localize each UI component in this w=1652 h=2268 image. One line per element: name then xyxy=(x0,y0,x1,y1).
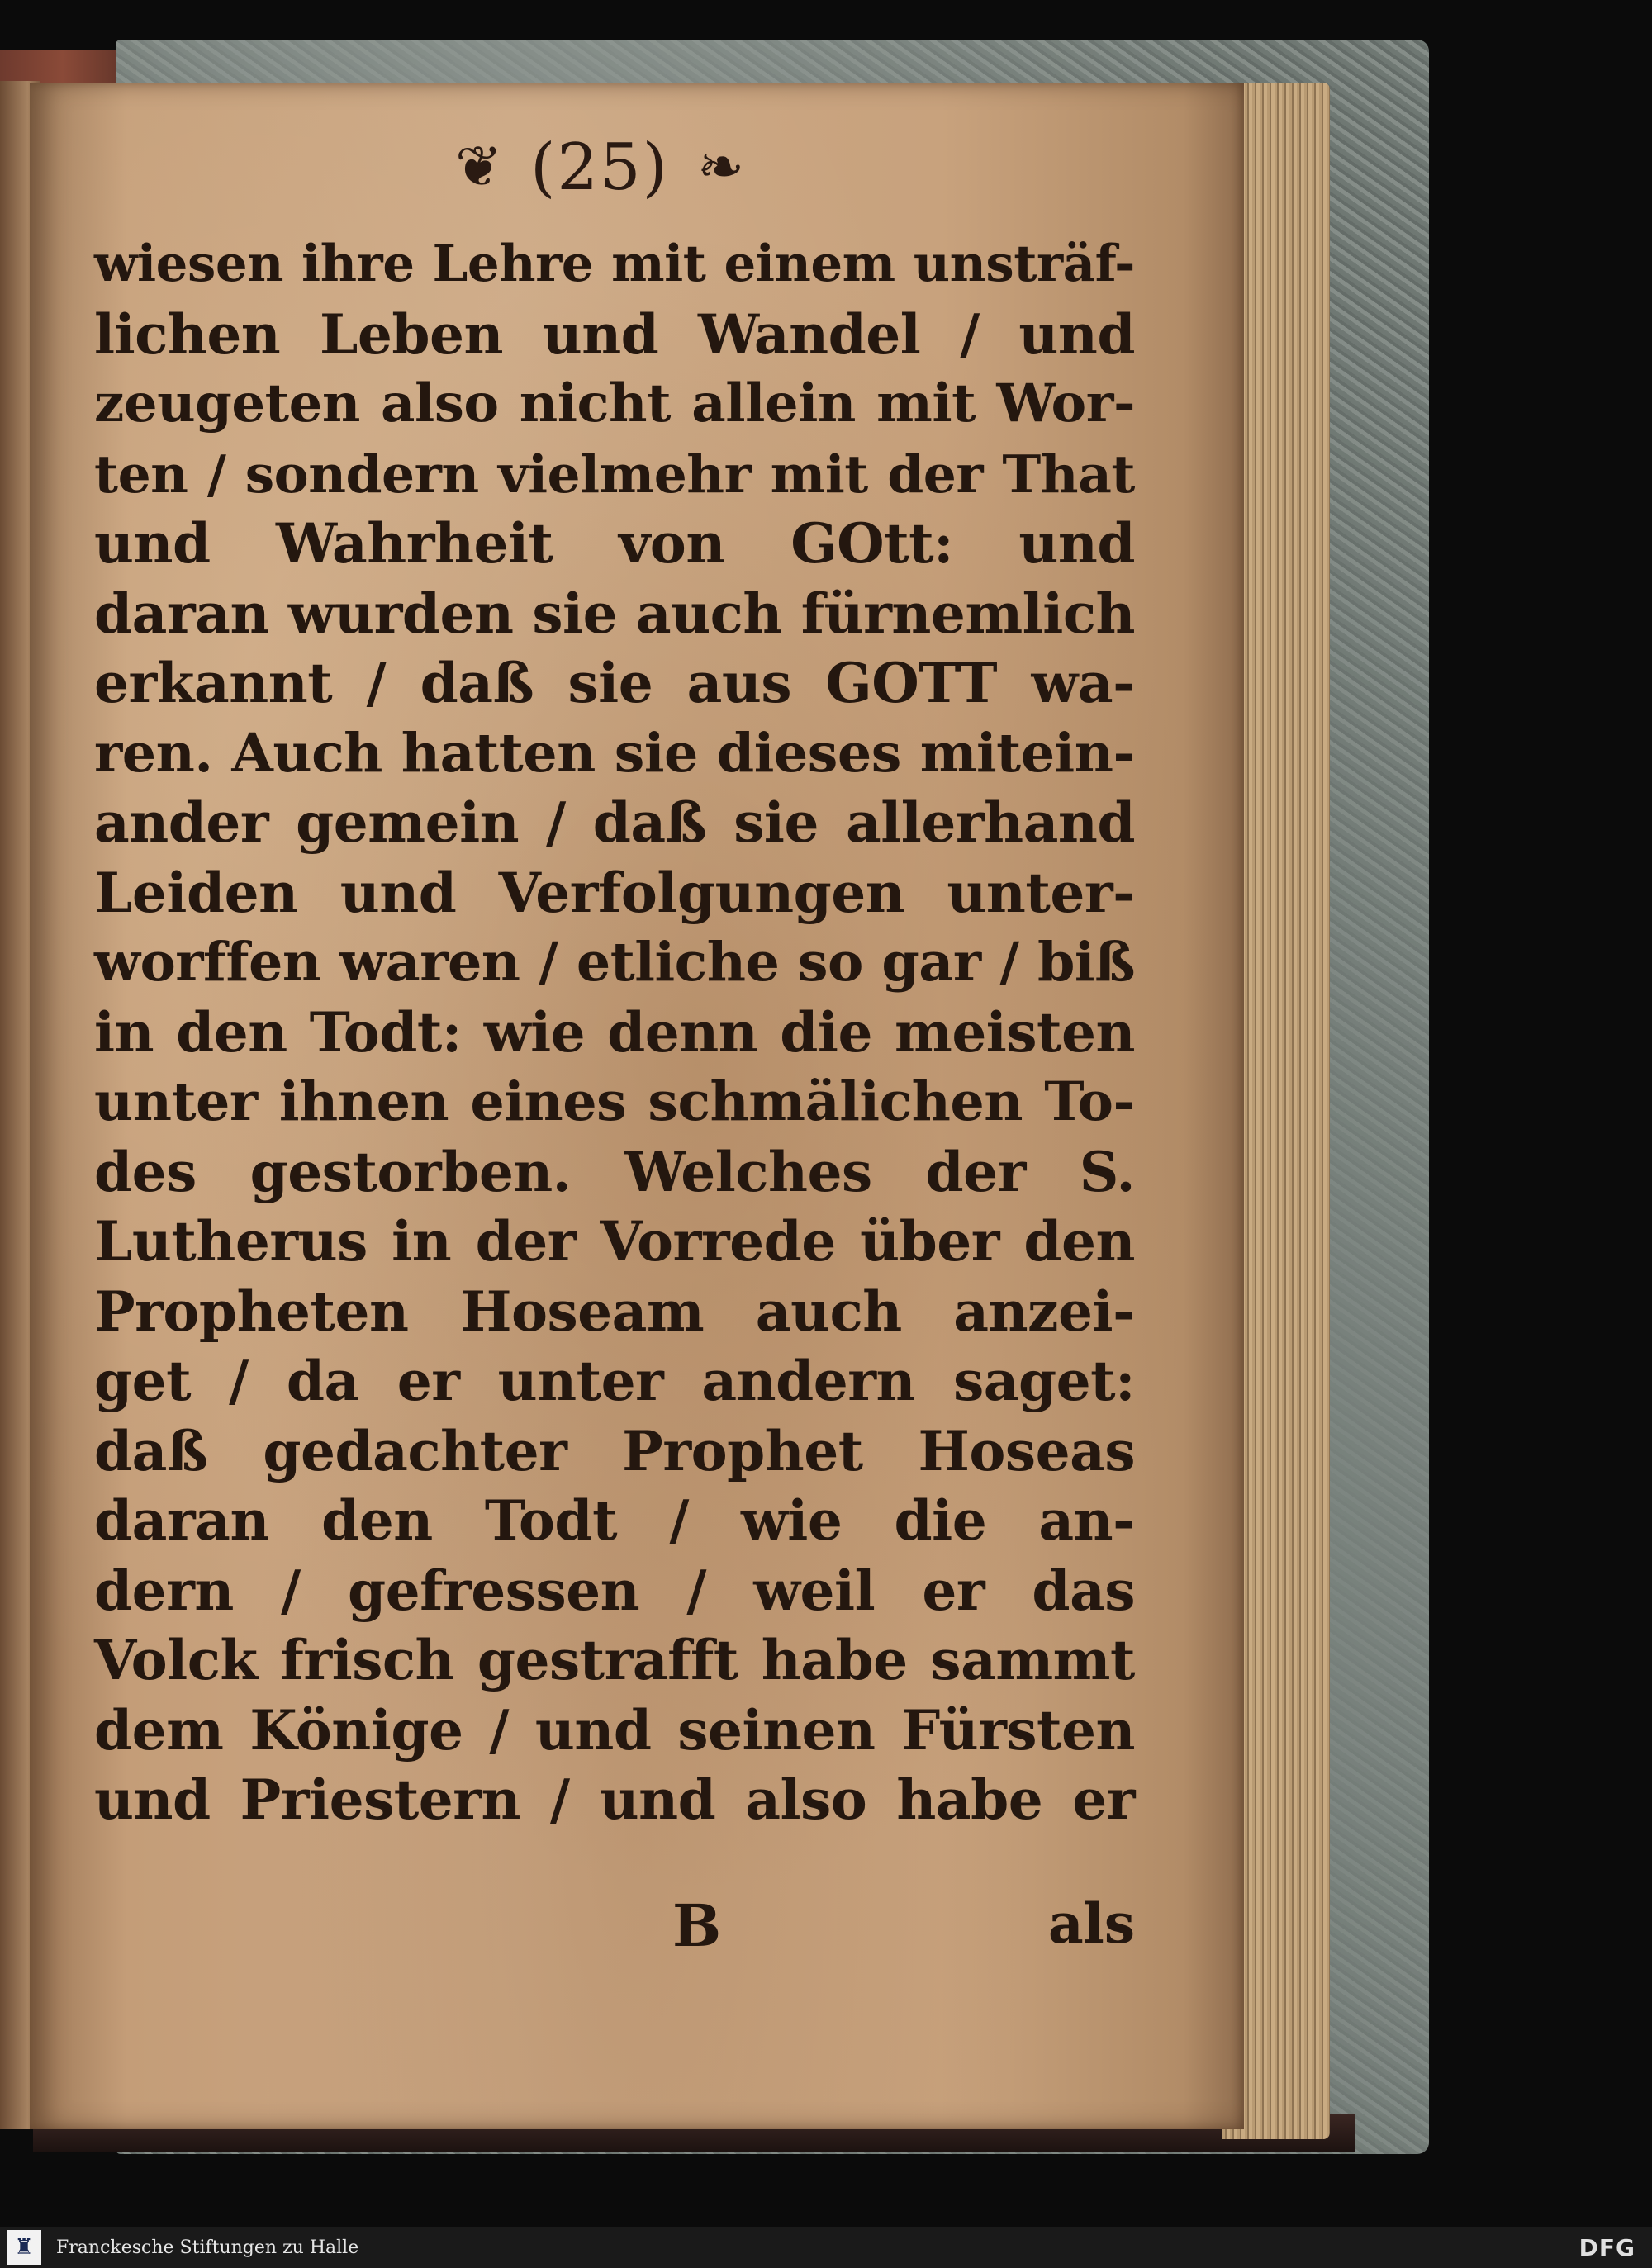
footer-bar xyxy=(0,2227,1652,2268)
text-line: ten / sondern vielmehr mit der That xyxy=(94,443,1135,505)
dfg-logo: DFG xyxy=(1578,2233,1635,2261)
body-text xyxy=(94,230,1135,1835)
book-page xyxy=(30,83,1244,2129)
text-line: daran wurden sie auch fürnemlich xyxy=(94,581,1135,646)
text-line: ander gemein / daß sie allerhand xyxy=(94,790,1135,855)
institution-logo-icon: ♜ xyxy=(7,2230,41,2265)
text-line: daran den Todt / wie die an- xyxy=(94,1488,1135,1553)
text-line: wiesen ihre Lehre mit einem unsträf- xyxy=(94,235,1135,293)
text-line: des gestorben. Welches der S. xyxy=(94,1139,1135,1204)
text-line: in den Todt: wie denn die meisten xyxy=(94,999,1135,1065)
text-line: Volck frisch gestrafft habe sammt xyxy=(94,1628,1135,1692)
text-line: daß gedachter Prophet Hoseas xyxy=(94,1418,1135,1483)
text-line: Leiden und Verfolgungen unter- xyxy=(94,860,1135,925)
ornament-right-icon: ❧ xyxy=(697,135,745,200)
text-line: unter ihnen eines schmälichen To- xyxy=(94,1070,1135,1133)
text-line: und Priestern / und also habe er xyxy=(94,1767,1135,1832)
text-line: erkannt / daß sie aus GOTT wa- xyxy=(94,651,1135,715)
text-line: zeugeten also nicht allein mit Wor- xyxy=(94,372,1135,434)
institution-name: Franckesche Stiftungen zu Halle xyxy=(56,2237,359,2258)
text-line: Lutherus in der Vorrede über den xyxy=(94,1209,1135,1274)
text-line: worffen waren / etliche so gar / biß xyxy=(94,931,1135,994)
text-line: dem Könige / und seinen Fürsten xyxy=(94,1697,1135,1763)
signature-mark: B xyxy=(672,1891,722,1960)
text-line: und Wahrheit von GOtt: und xyxy=(94,511,1135,576)
catchword: als xyxy=(1048,1891,1135,1956)
page-number: (25) xyxy=(529,130,670,205)
text-line: get / da er unter andern saget: xyxy=(94,1349,1135,1413)
page-header xyxy=(385,122,814,213)
catchline xyxy=(94,1891,1135,1966)
ornament-left-icon: ❦ xyxy=(454,135,502,200)
text-line: ren. Auch hatten sie dieses mitein- xyxy=(94,721,1135,785)
text-line: Propheten Hoseam auch anzei- xyxy=(94,1279,1135,1344)
text-line: lichen Leben und Wandel / und xyxy=(94,301,1135,367)
text-line: dern / gefressen / weil er das xyxy=(94,1558,1135,1623)
